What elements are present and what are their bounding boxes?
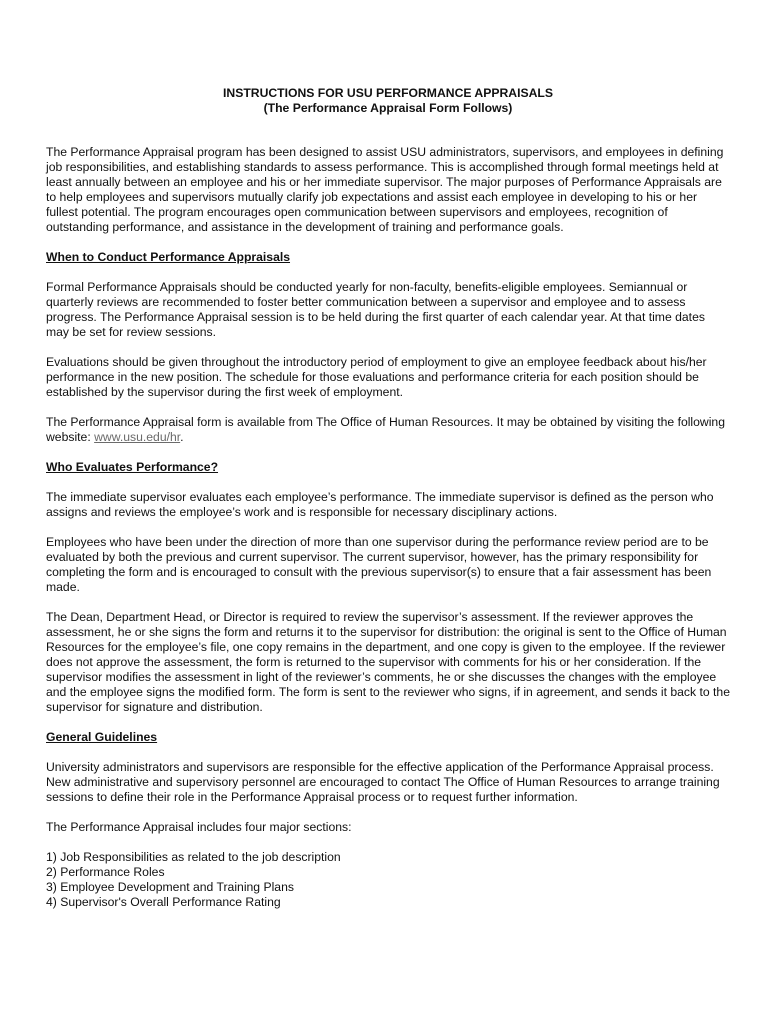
general-paragraph-2: The Performance Appraisal includes four major sections: — [46, 820, 352, 834]
sections-list — [46, 850, 730, 910]
list-item: 3) Employee Development and Training Plans — [46, 880, 294, 894]
who-paragraph-1: The immediate supervisor evaluates each employee’s performance. The immediate supervisor is defined as the person who assigns and reviews the employee’s work and is responsible for necessary disciplinary actions. — [46, 490, 714, 519]
when-paragraph-3-end: . — [180, 430, 184, 444]
list-item: 2) Performance Roles — [46, 865, 165, 879]
who-paragraph-3: The Dean, Department Head, or Director is required to review the supervisor’s assessment. If the reviewer approves the assessment, he or she signs the form and returns it to the supervisor for distribution: the original is sent to the Office of Human Resources for the employee’s file, one copy remains in the department, and one copy is given to the employee. If the reviewer does not approve the assessment, the form is returned to the supervisor with comments for his or her consideration. If the supervisor modifies the assessment in light of the reviewer’s comments, he or she discusses the changes with the employee and the employee signs the modified form. The form is sent to the reviewer who signs, if in agreement, and sends it back to the supervisor for signature and distribution. — [46, 610, 730, 714]
who-paragraph-2: Employees who have been under the direction of more than one supervisor during the performance review period are to be evaluated by both the previous and current supervisor. The current supervisor, however, has the primary responsibility for completing the form and is encouraged to consult with the previous supervisor(s) to ensure that a fair assessment has been made. — [46, 535, 712, 594]
when-paragraph-1: Formal Performance Appraisals should be conducted yearly for non-faculty, benefits-eligible employees. Semiannual or quarterly reviews are recommended to foster better communication between a supervisor and employee and to assess progress. The Performance Appraisal session is to be held during the first quarter of each calendar year. At that time dates may be set for review sessions. — [46, 280, 705, 339]
general-paragraph-1: University administrators and supervisors are responsible for the effective application of the Performance Appraisal process. New administrative and supervisory personnel are encouraged to contact The Office of Human Resources to arrange training sessions to define their role in the Performance Appraisal process or to request further information. — [46, 760, 720, 804]
intro-paragraph: The Performance Appraisal program has been designed to assist USU administrators, supervisors, and employees in defining job responsibilities, and establishing standards to assess performance. This is accomplished through formal meetings held at least annually between an employee and his or her immediate supervisor. The major purposes of Performance Appraisals are to help employees and supervisors mutually clarify job expectations and assist each employee in developing to his or her fullest potential. The program encourages open communication between supervisors and employees, recognition of outstanding performance, and assistance in the development of training and performance goals. — [46, 145, 724, 234]
list-item: 4) Supervisor's Overall Performance Rating — [46, 895, 281, 909]
general-heading: General Guidelines — [46, 730, 158, 744]
hr-website-link[interactable]: www.usu.edu/hr — [94, 430, 181, 444]
title-line-2: (The Performance Appraisal Form Follows) — [263, 101, 513, 115]
when-heading: When to Conduct Performance Appraisals — [46, 250, 291, 264]
when-paragraph-3 — [46, 415, 730, 445]
list-item: 1) Job Responsibilities as related to the job description — [46, 850, 341, 864]
when-paragraph-3-text: The Performance Appraisal form is available from The Office of Human Resources. It may be obtained by visiting the following website: — [46, 415, 725, 444]
who-heading: Who Evaluates Performance? — [46, 460, 219, 474]
when-paragraph-2: Evaluations should be given throughout the introductory period of employment to give an employee feedback about his/her performance in the new position. The schedule for those evaluations and performance criteria for each position should be established by the supervisor during the first week of employment. — [46, 355, 707, 399]
document-page — [46, 86, 730, 910]
title-line-1: INSTRUCTIONS FOR USU PERFORMANCE APPRAISALS — [223, 86, 553, 100]
document-title — [46, 86, 730, 116]
